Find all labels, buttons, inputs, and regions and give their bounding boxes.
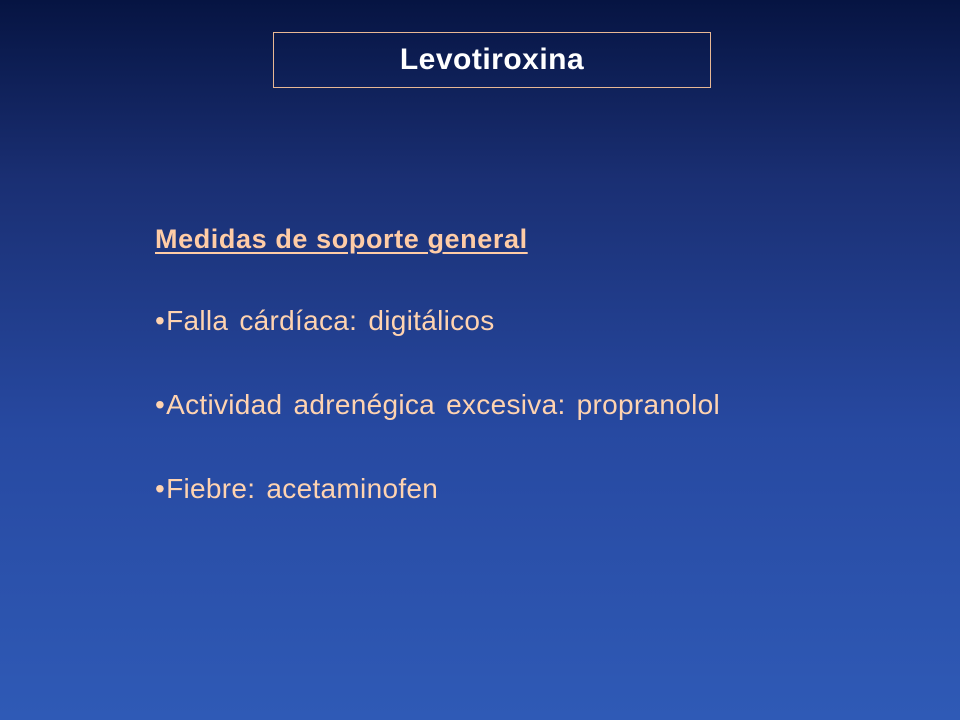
slide-title: Levotiroxina	[399, 43, 585, 76]
bullet-list	[155, 303, 935, 507]
section-heading: Medidas de soporte general	[155, 224, 528, 254]
bullet-item-actividad-adrenergica	[155, 387, 935, 423]
bullet-text: Falla cárdíaca: digitálicos	[166, 305, 495, 336]
bullet-item-fiebre	[155, 471, 935, 507]
bullet-text: Fiebre: acetaminofen	[166, 473, 439, 504]
bullet-icon: •	[155, 305, 166, 336]
bullet-text: Actividad adrenégica excesiva: propranolol	[166, 389, 721, 420]
bullet-icon: •	[155, 389, 166, 420]
bullet-item-falla-cardiaca	[155, 303, 935, 339]
bullet-icon: •	[155, 473, 166, 504]
slide-content	[155, 215, 935, 507]
title-box	[273, 32, 711, 88]
